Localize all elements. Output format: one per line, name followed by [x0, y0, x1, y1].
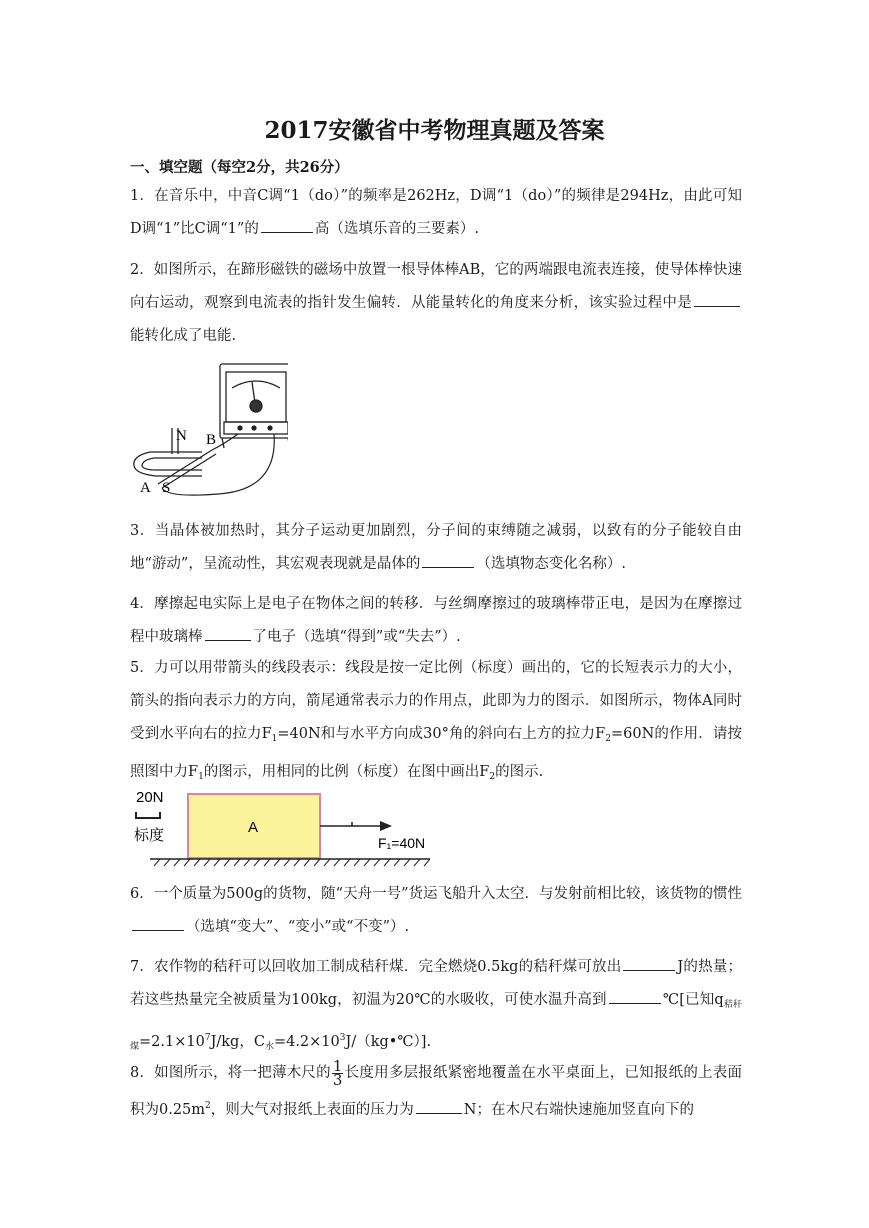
q4-text-b: 了电子（选填“得到”或“失去”）.	[252, 629, 461, 645]
answer-blank[interactable]	[694, 291, 740, 307]
answer-blank[interactable]	[205, 625, 251, 641]
q6-text-b: （选填“变大”、“变小”或“不变”）.	[186, 919, 410, 935]
q3-text-a: 3．当晶体被加热时，其分子运动更加剧烈，分子间的束缚随之减弱，以致有的分子能较自由地“游动”，呈流动性，其宏观表现就是晶体的	[130, 523, 742, 572]
question-1	[130, 180, 742, 246]
answer-blank[interactable]	[623, 955, 675, 971]
answer-blank[interactable]	[416, 1098, 462, 1114]
question-7	[130, 951, 742, 1064]
force-diagram-figure	[130, 786, 440, 868]
q5-text-a: 5．力可以用带箭头的线段表示：线段是按一定比例（标度）画出的，它的长短表示力的大小，箭头的指向表示力的方向，箭尾通常表示力的作用点，此即为力的图示．如图所示，物体A同时受到水平向右的拉力F	[130, 660, 742, 742]
answer-blank[interactable]	[609, 988, 661, 1004]
q7-text-a: 7．农作物的秸秆可以回收加工制成秸秆煤．完全燃烧0.5kg的秸秆煤可放出	[130, 959, 622, 975]
superscript: 7	[204, 1033, 211, 1043]
q8-text-d: N；在木尺右端快速施加竖直向下的	[463, 1102, 694, 1118]
subscript: 水	[264, 1042, 274, 1052]
q7-text-b: J的热量；若这些热量完全被质量为100kg，初温为20℃的水吸收，可使水温升高到	[130, 959, 742, 1008]
q7-text-d: =2.1×10	[139, 1034, 205, 1050]
q7-text-c: ℃[已知q	[662, 992, 724, 1008]
subscript: 2	[605, 734, 611, 744]
question-6	[130, 878, 742, 944]
q8-text-b: 长度用多层报纸紧密地覆盖在水平桌面上，已知报纸的上表面积为0.25m	[130, 1065, 742, 1118]
question-4	[130, 588, 742, 654]
q3-text-b: （选填物态变化名称）.	[476, 556, 626, 572]
label-a: A	[140, 480, 151, 496]
answer-blank[interactable]	[132, 915, 184, 931]
section-heading: 一、填空题（每空2分，共26分）	[130, 159, 349, 176]
subscript: 2	[489, 772, 496, 782]
q6-text-a: 6．一个质量为500g的货物，随“天舟一号”货运飞船升入太空．与发射前相比较，该货物的惯性	[130, 886, 743, 902]
magnet-galvanometer-figure	[128, 358, 288, 498]
q5-text-b: =40N和与水平方向成30°角的斜向右上方的拉力F	[277, 726, 606, 742]
scale-label: 标度	[134, 827, 165, 844]
superscript: 2	[205, 1101, 211, 1111]
q5-text-e: 的图示.	[495, 764, 544, 780]
subscript: 1	[271, 734, 278, 744]
subscript: 1	[198, 772, 204, 782]
subscript: 秸秆煤	[130, 1000, 742, 1052]
galvanometer-icon	[220, 364, 288, 448]
label-n: N	[176, 428, 187, 444]
label-b: B	[206, 432, 217, 448]
superscript: 3	[339, 1033, 346, 1043]
label-s: S	[162, 480, 171, 496]
q5-text-c: =60N的作用．请按照图中力F	[130, 726, 742, 780]
arrow-head-icon	[380, 821, 392, 831]
q1-text-a: 1．在音乐中，中音C调“1（do）”的频率是262Hz，D调“1（do）”的频律是294Hz，由此可知D调“1”比C调“1”的	[130, 188, 742, 237]
q8-text-a: 8．如图所示，将一把薄木尺的	[130, 1065, 331, 1081]
q1-text-b: 高（选填乐音的三要素）.	[314, 221, 479, 237]
scale-value: 20N	[136, 789, 164, 806]
q4-text-a: 4．摩擦起电实际上是电子在物体之间的转移．与丝绸摩擦过的玻璃棒带正电，是因为在摩擦过程中玻璃棒	[130, 596, 742, 645]
block-label: A	[248, 819, 259, 836]
ground-hatch	[154, 859, 430, 866]
q7-text-g: J/（kg•℃）].	[345, 1034, 432, 1050]
page-title: 2017安徽省中考物理真题及答案	[264, 117, 605, 144]
fraction	[332, 1056, 344, 1089]
q2-text-a: 2．如图所示，在蹄形磁铁的磁场中放置一根导体棒AB，它的两端跟电流表连接，使导体棒快速向右运动，观察到电流表的指针发生偏转．从能量转化的角度来分析，该实验过程中是	[130, 262, 742, 311]
q7-text-e: J/kg，C	[210, 1034, 265, 1050]
force-label: F₁=40N	[378, 835, 426, 851]
scale-bar	[136, 812, 160, 818]
answer-blank[interactable]	[422, 552, 474, 568]
fraction-denominator: 3	[332, 1070, 343, 1089]
q5-text-d: 的图示，用相同的比例（标度）在图中画出F	[203, 764, 490, 780]
question-5	[130, 652, 742, 794]
q2-text-b: 能转化成了电能.	[130, 328, 237, 344]
q7-text-f: =4.2×10	[273, 1034, 340, 1050]
question-3	[130, 515, 742, 581]
question-2	[130, 254, 742, 353]
answer-blank[interactable]	[261, 217, 313, 233]
question-8	[130, 1057, 742, 1127]
q8-text-c: ，则大气对报纸上表面的压力为	[210, 1102, 414, 1118]
fraction-numerator: 1	[332, 1056, 343, 1075]
